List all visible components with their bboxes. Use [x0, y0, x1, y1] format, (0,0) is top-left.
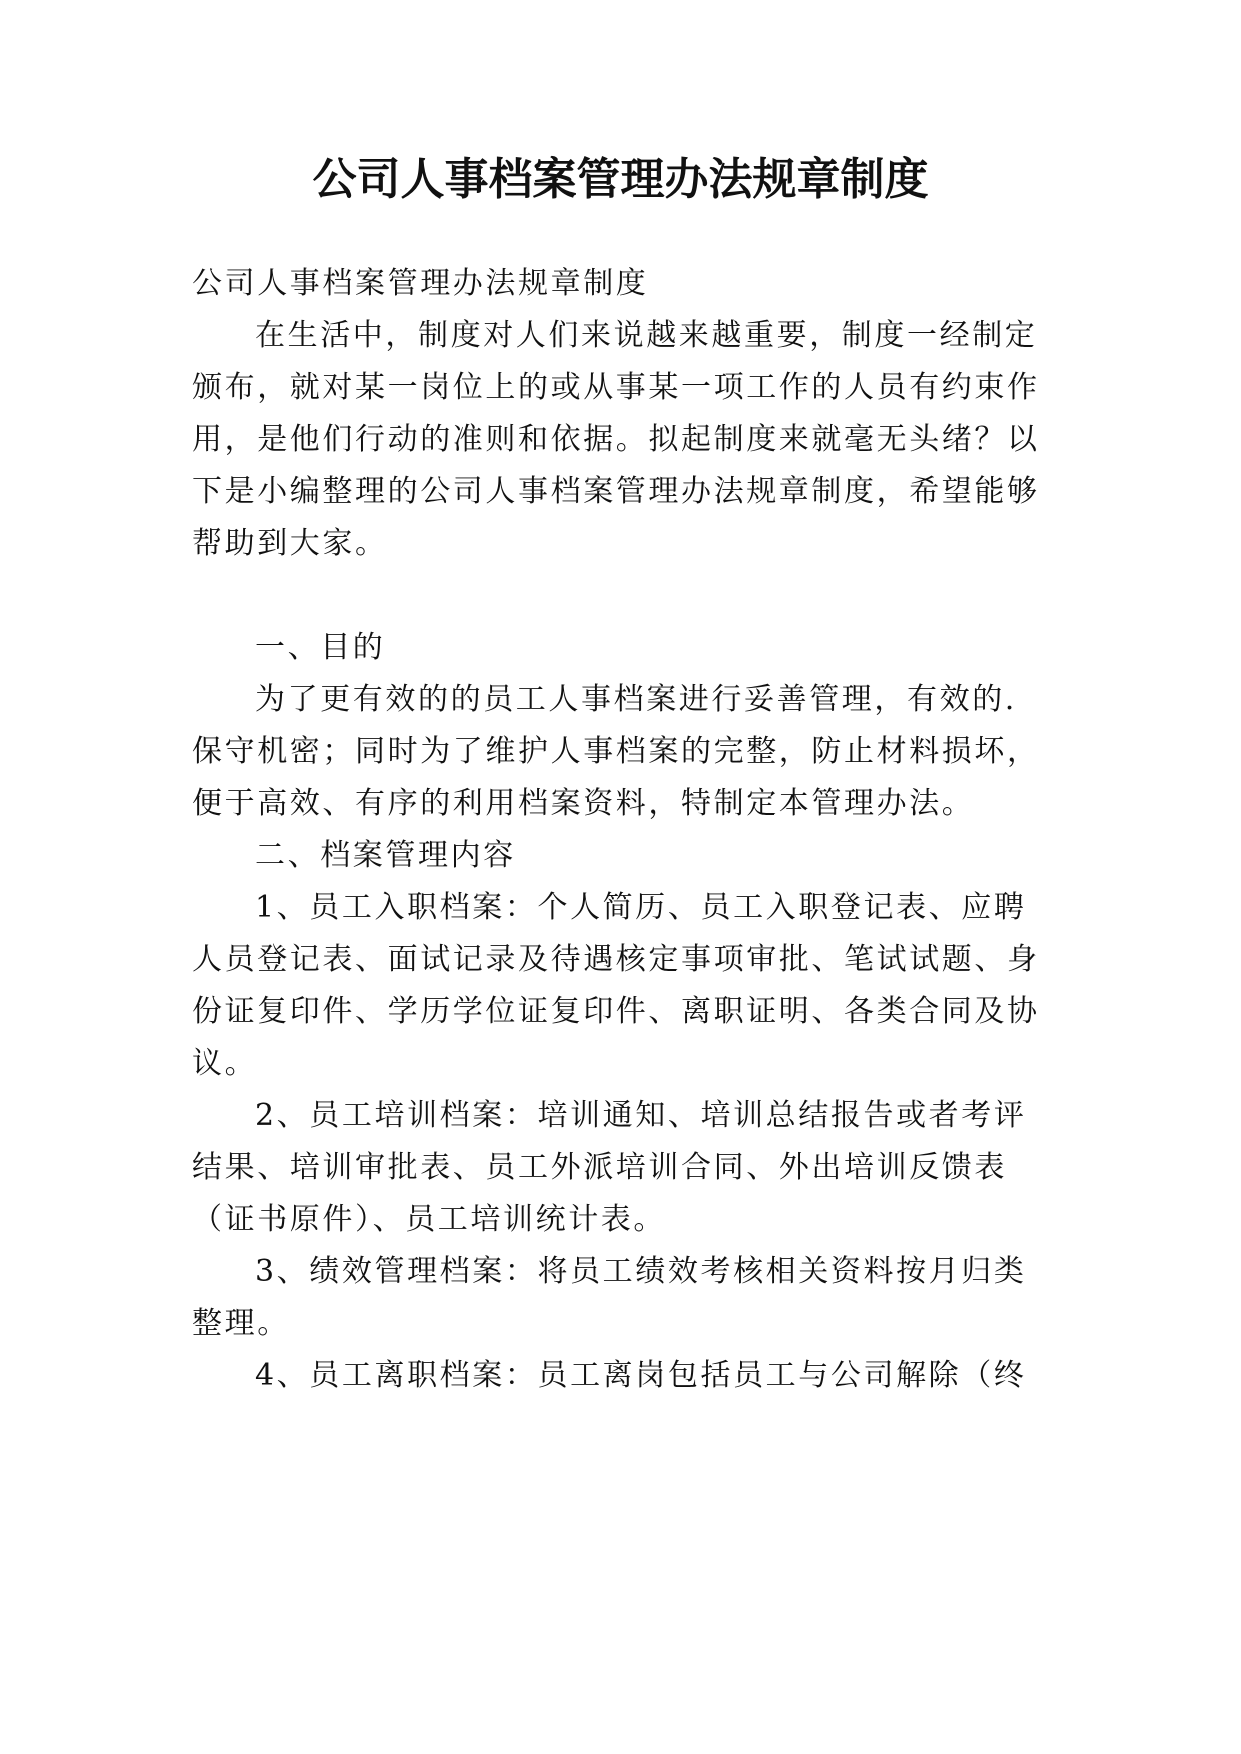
paragraph-line: 议。	[192, 1046, 258, 1081]
section-heading: 二、档案管理内容	[255, 838, 516, 873]
paragraph-line: 2、员工培训档案：培训通知、培训总结报告或者考评	[255, 1098, 1027, 1133]
paragraph-line: 结果、培训审批表、员工外派培训合同、外出培训反馈表	[192, 1150, 1007, 1185]
paragraph-line: 4、员工离职档案：员工离岗包括员工与公司解除（终	[255, 1358, 1027, 1393]
paragraph-line: 3、绩效管理档案：将员工绩效考核相关资料按月归类	[255, 1254, 1027, 1289]
paragraph-line: 下是小编整理的公司人事档案管理办法规章制度，希望能够	[192, 474, 1040, 509]
paragraph-line: 便于高效、有序的利用档案资料，特制定本管理办法。	[192, 786, 975, 821]
paragraph-line: 在生活中，制度对人们来说越来越重要，制度一经制定	[255, 318, 1038, 353]
paragraph-line: 帮助到大家。	[192, 526, 388, 561]
paragraph-line: 份证复印件、学历学位证复印件、离职证明、各类合同及协	[192, 994, 1040, 1029]
subtitle-line: 公司人事档案管理办法规章制度	[192, 266, 649, 301]
paragraph-line: 为了更有效的的员工人事档案进行妥善管理，有效的.	[255, 682, 1017, 717]
document-title: 公司人事档案管理办法规章制度	[312, 154, 929, 205]
paragraph-line: 用，是他们行动的准则和依据。拟起制度来就毫无头绪？以	[192, 422, 1040, 457]
paragraph-line: （证书原件）、员工培训统计表。	[192, 1202, 666, 1237]
paragraph-line: 人员登记表、面试记录及待遇核定事项审批、笔试试题、身	[192, 942, 1040, 977]
paragraph-line: 1、员工入职档案：个人简历、员工入职登记表、应聘	[255, 890, 1027, 925]
paragraph-line: 保守机密；同时为了维护人事档案的完整，防止材料损坏，	[192, 734, 1040, 769]
paragraph-line: 颁布，就对某一岗位上的或从事某一项工作的人员有约束作	[192, 370, 1040, 405]
paragraph-line: 整理。	[192, 1306, 290, 1341]
section-heading: 一、目的	[255, 630, 386, 665]
